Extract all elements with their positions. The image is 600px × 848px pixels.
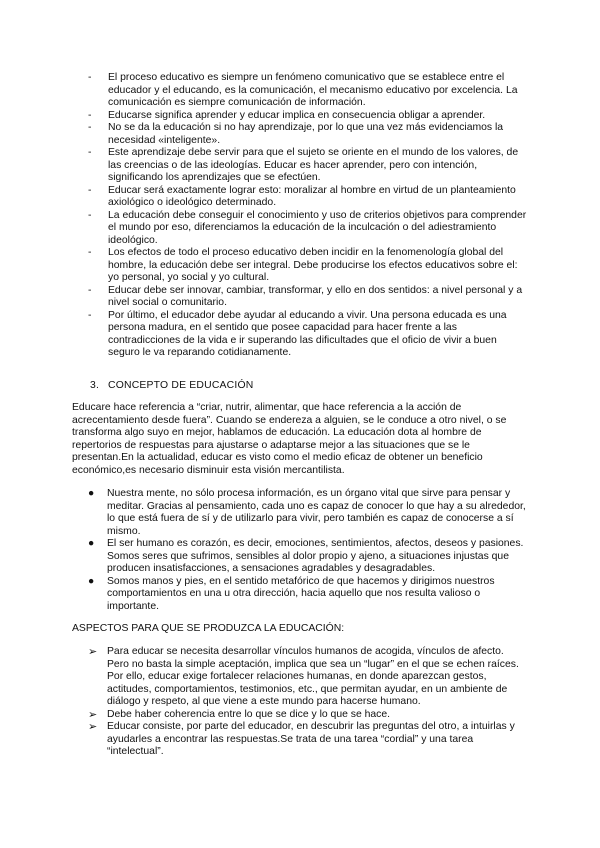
section-title: CONCEPTO DE EDUCACIÓN [108, 380, 254, 391]
list-item [88, 122, 528, 147]
list-item [88, 721, 528, 759]
list-item-text: El ser humano es corazón, es decir, emociones, sentimientos, afectos, deseos y pasiones. Somos seres que sufrimos, sensibles al dolor propio y ajeno, a situaciones injustas que producen insatisfacciones, a sensaciones agradables y desagradables. [107, 538, 524, 574]
list-item-text: Nuestra mente, no sólo procesa información, es un órgano vital que sirve para pensar y meditar. Gracias al pensamiento, cada uno es capaz de conocer lo que hay a su alrededor, lo que está fuera de sí y de utilizarlo para vivir, pero también es capaz de conocerse a sí mismo. [107, 488, 526, 537]
list-item [88, 110, 528, 123]
list-item-text: La educación debe conseguir el conocimiento y uso de criterios objetivos para comprender el mundo por eso, diferenciamos la educación de la inculcación o del adiestramiento ideológico. [108, 209, 527, 246]
dash-marker: - [88, 209, 92, 221]
arrow-marker: ➢ [88, 721, 98, 733]
list-item-text: Educarse significa aprender y educar implica en consecuencia obligar a aprender. [108, 109, 486, 121]
dash-marker: - [88, 184, 92, 196]
list-item-text: Este aprendizaje debe servir para que el sujeto se oriente en el mundo de los valores, de las creencias o de las ideologías. Educar es hacer aprender, pero con intención, significando los aprendizajes que se efectúen. [108, 147, 519, 183]
list-item-text: No se da la educación si no hay aprendizaje, por lo que una vez más evidenciamos la necesidad «inteligente». [108, 122, 504, 146]
dash-marker: - [88, 147, 92, 158]
bullet-marker: ● [88, 575, 95, 587]
list-item [88, 576, 528, 614]
section-number: 3. [90, 380, 100, 391]
list-item [88, 646, 528, 709]
list-item-text: Educar será exactamente lograr esto: moralizar al hombre en virtud de un planteamiento axiológico o ideológico determinado. [108, 184, 516, 208]
section-heading [90, 380, 253, 393]
list-item [88, 247, 528, 285]
arrow-list [88, 646, 528, 759]
dash-marker: - [88, 72, 92, 83]
bullet-list [88, 488, 528, 613]
dash-marker: - [88, 122, 92, 133]
aspects-heading: ASPECTOS PARA QUE SE PRODUZCA LA EDUCACIÓN: [72, 623, 345, 634]
list-item-text: Por último, el educador debe ayudar al educando a vivir. Una persona educada es una persona madura, en el sentido que posee capacidad para hacer frente a las contradicciones de la vida e ir superando las dificultades que el oficio de vivir a buen seguro le va reparando cotidianamente. [108, 309, 507, 358]
dash-marker: - [88, 109, 92, 121]
list-item-text: Los efectos de todo el proceso educativo deben incidir en la fenomenología global del hombre, la educación debe ser integral. Debe producirse los efectos educativos sobre el: yo personal, yo social y yo cultural. [108, 247, 518, 283]
list-item-text: Educar debe ser innovar, cambiar, transformar, y ello en dos sentidos: a nivel personal y a nivel social o comunitario. [108, 284, 523, 308]
bullet-marker: ● [88, 538, 95, 549]
dash-marker: - [88, 247, 92, 258]
list-item [88, 285, 528, 310]
list-item-text: Debe haber coherencia entre lo que se dice y lo que se hace. [107, 708, 391, 720]
list-item-text: Educar consiste, por parte del educador, en descubrir las preguntas del otro, a intuirlas y ayudarles a encontrar las respuestas.Se trata de una tarea “cordial” y una tarea “intelectual”. [107, 721, 515, 757]
list-item [88, 185, 528, 210]
list-item [88, 147, 528, 185]
list-item [88, 310, 528, 360]
arrow-marker: ➢ [88, 708, 98, 721]
list-item [88, 538, 528, 576]
list-item [88, 709, 528, 722]
arrow-marker: ➢ [88, 646, 98, 658]
list-item [88, 488, 528, 538]
list-item [88, 72, 528, 110]
dash-marker: - [88, 309, 92, 321]
body-paragraph: Educare hace referencia a “criar, nutrir, alimentar, que hace referencia a la acción de acrecentamiento desde fuera”. Cuando se endereza a alguien, se le conduce a otro nivel, o se transforma algo suyo en mejor, hablamos de educación. La educación dota al hombre de repertorios de respuestas para ajustarse o adaptarse mejor a las situaciones que se le presentan.En la actualidad, educar es visto como el medio eficaz de obtener un beneficio económico,es necesario disminuir esta visión mercantilista. [72, 402, 507, 476]
list-item-text: Somos manos y pies, en el sentido metafórico de que hacemos y dirigimos nuestros comportamientos en una u otra dirección, hacia aquello que nos resulta valioso o importante. [107, 575, 495, 612]
dash-marker: - [88, 284, 92, 296]
list-item [88, 210, 528, 248]
dash-list [88, 72, 528, 360]
list-item-text: El proceso educativo es siempre un fenómeno comunicativo que se establece entre el educador y el educando, es la comunicación, el mecanismo educativo por excelencia. La comunicación es siempre comunicación de información. [108, 72, 518, 108]
list-item-text: Para educar se necesita desarrollar vínculos humanos de acogida, vínculos de afecto. Pero no basta la simple aceptación, implica que sea un “lugar” en el que se echen raíces. Por ello, educar exige fortalecer relaciones humanas, en donde aparezcan gestos, actitudes, comportamientos, testimonios, etc., que permitan ayudar, en un ambiente de diálogo y respeto, al que viene a este mundo para hacerse humano. [107, 646, 519, 707]
bullet-marker: ● [88, 488, 95, 499]
